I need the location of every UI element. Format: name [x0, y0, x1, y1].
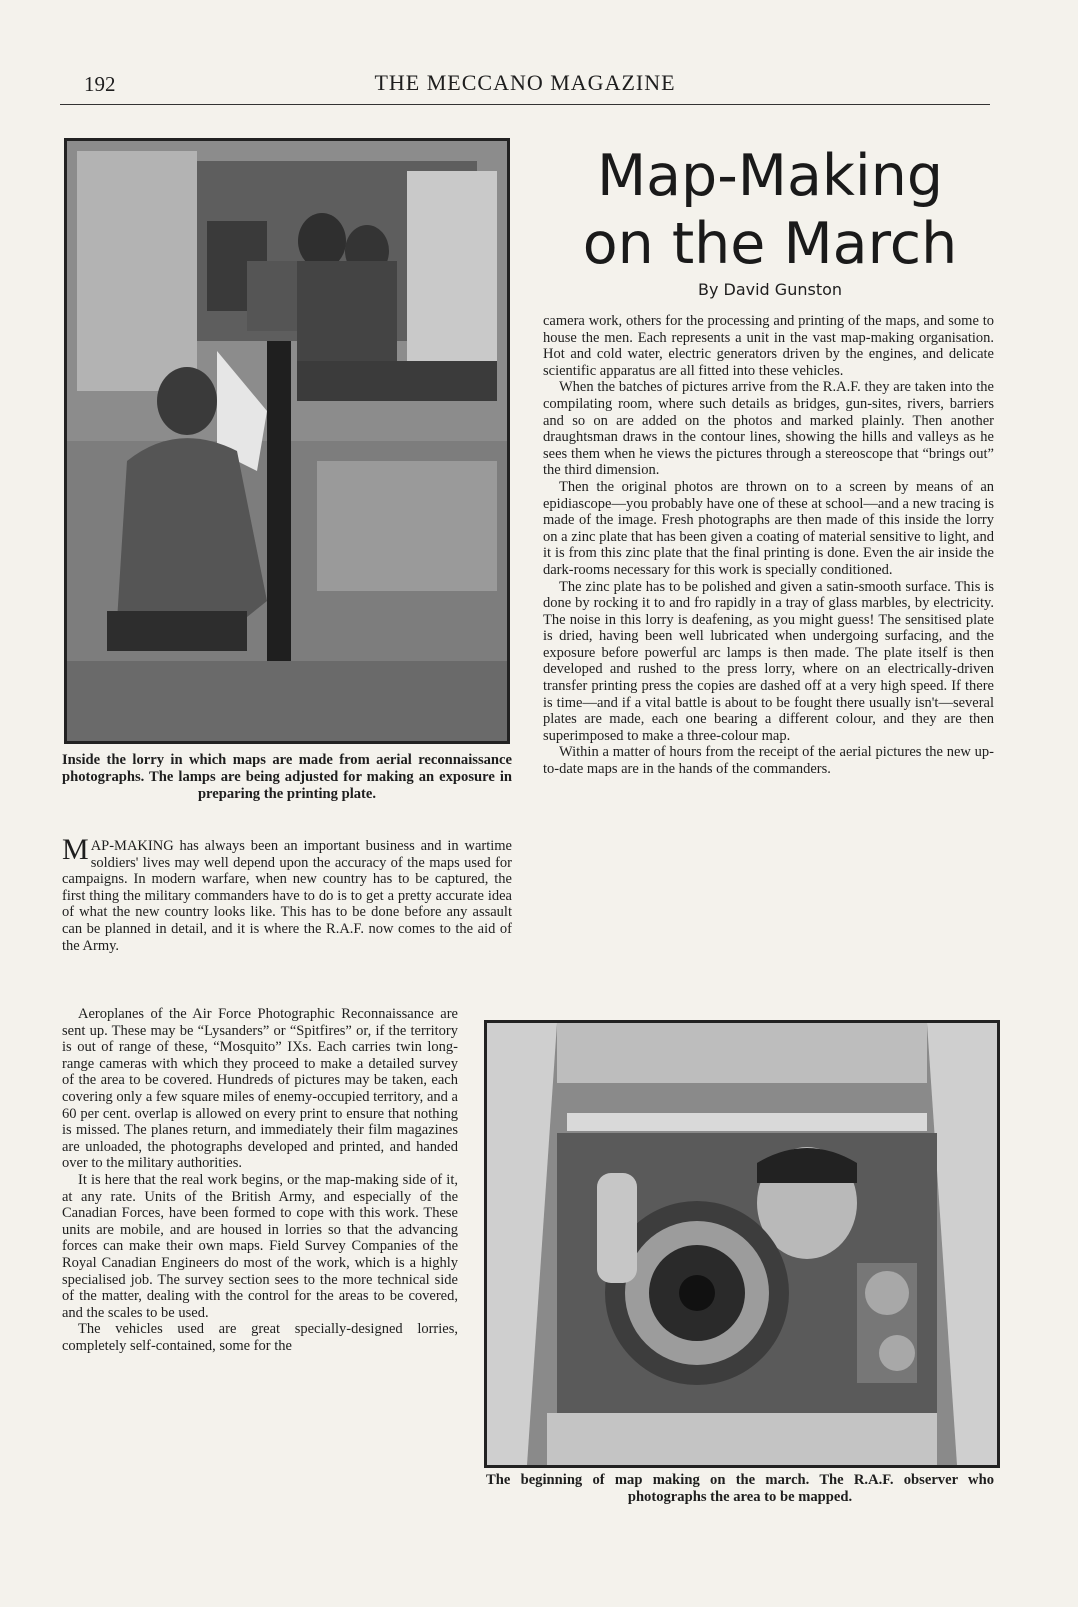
photo-caption-top: Inside the lorry in which maps are made from aerial reconnaissance photographs. The lamps are being adjusted for making an exposure in preparing the printing plate. — [62, 752, 512, 802]
photo-lorry-interior — [64, 138, 510, 744]
body-paragraph: It is here that the real work begins, or the map-making side of it, at any rate. Units of the British Army, and especially of the Canadian Forces, have been formed to cope with this work. These units are mobile, and are housed in lorries so that the advancing forces can make their own maps. Field Survey Companies of the Royal Canadian Engineers do most of the work, which is a highly specialised job. The survey section sees to the more technical side of the matter, dealing with the control for the areas to be covered, and the scales to be used. — [62, 1171, 458, 1321]
body-paragraph: Aeroplanes of the Air Force Photographic Reconnaissance are sent up. These may be “Lysanders” or “Spitfires” or, if the territory is out of range of these, “Mosquito” IXs. Each carries twin long-range cameras with which they proceed to make a detailed survey of the area to be covered. Hundreds of pictures may be taken, each covering only a few square miles of enemy-occupied territory, and a 60 per cent. overlap is allowed on every print to ensure that nothing is missed. The planes return, and immediately their film magazines are unloaded, the photographs developed and printed, and handed over to the military authorities. — [62, 1006, 458, 1172]
page-header — [60, 64, 990, 105]
magazine-title: THE MECCANO MAGAZINE — [374, 70, 676, 95]
raf-observer-camera-illustration — [487, 1023, 997, 1465]
body-paragraph: When the batches of pictures arrive from the R.A.F. they are taken into the compilating room, where such details as bridges, gun-sites, rivers, barriers and so on are added on the photos and marked plainly. Then another draughtsman draws in the contour lines, showing the hills and valleys as he sees them when he views the pictures through a stereoscope that “brings out” the third dimension. — [543, 379, 994, 479]
lorry-interior-illustration — [67, 141, 507, 741]
body-paragraph: The vehicles used are great specially-designed lorries, completely self-contained, some for the — [62, 1321, 458, 1354]
body-paragraph: Within a matter of hours from the receipt of the aerial pictures the new up-to-date maps are in the hands of the commanders. — [543, 744, 994, 778]
drop-cap: M — [62, 833, 89, 866]
body-paragraph: Then the original photos are thrown on to a screen by means of an epidiascope—you probably have one of these at school—and a new tracing is made of the image. Fresh photographs are then made of this inside the lorry on a zinc plate that has been given a coating of material sensitive to light, and it is from this zinc plate that the final printing is done. Even the air inside the dark-rooms necessary for this work is specially conditioned. — [543, 478, 994, 578]
body-paragraph: The zinc plate has to be polished and given a satin-smooth surface. This is done by rocking it to and fro rapidly in a tray of glass marbles, by electricity. The noise in this lorry is deafening, as you might guess! The sensitised plate is dried, having been well lubricated when undergoing surfacing, and the exposure before powerful arc lamps is then made. The plate itself is then developed and rushed to the press lorry, where on an electrically-driven transfer printing press the copies are dashed off at a very high speed. If there is time—and if a vital battle is about to be fought there usually isn't—several plates are made, each one bearing a different colour, and they are then superimposed to make a three-colour map. — [543, 578, 994, 744]
byline: By David Gunston — [697, 280, 843, 299]
body-paragraph: MAP-MAKING has always been an important business and in wartime soldiers' lives may well depend upon the accuracy of the maps used for campaigns. In modern warfare, when new country has to be captured, the first thing the military commanders have to do is to get a pretty accurate idea of what the new country looks like. This has to be done before any assault can be planned in detail, and it is where the R.A.F. now comes to the aid of the Army. — [62, 833, 512, 954]
article-title-line-2: on the March — [582, 211, 958, 277]
photo-raf-observer — [484, 1020, 1000, 1468]
body-column-left-upper — [62, 833, 512, 954]
body-paragraph: camera work, others for the processing and printing of the maps, and some to house the men. Each represents a unit in the vast map-making organisation. Hot and cold water, electric generators driven by the engines, and delicate scientific apparatus are all fitted into these vehicles. — [543, 313, 994, 379]
body-column-right — [543, 313, 994, 778]
article-title — [560, 142, 980, 278]
photo-caption-bottom: The beginning of map making on the march. The R.A.F. observer who photographs the area to be mapped. — [486, 1472, 994, 1505]
article-title-line-1: Map-Making — [596, 143, 944, 209]
body-column-left-lower — [62, 1006, 458, 1354]
page-number: 192 — [84, 72, 116, 96]
